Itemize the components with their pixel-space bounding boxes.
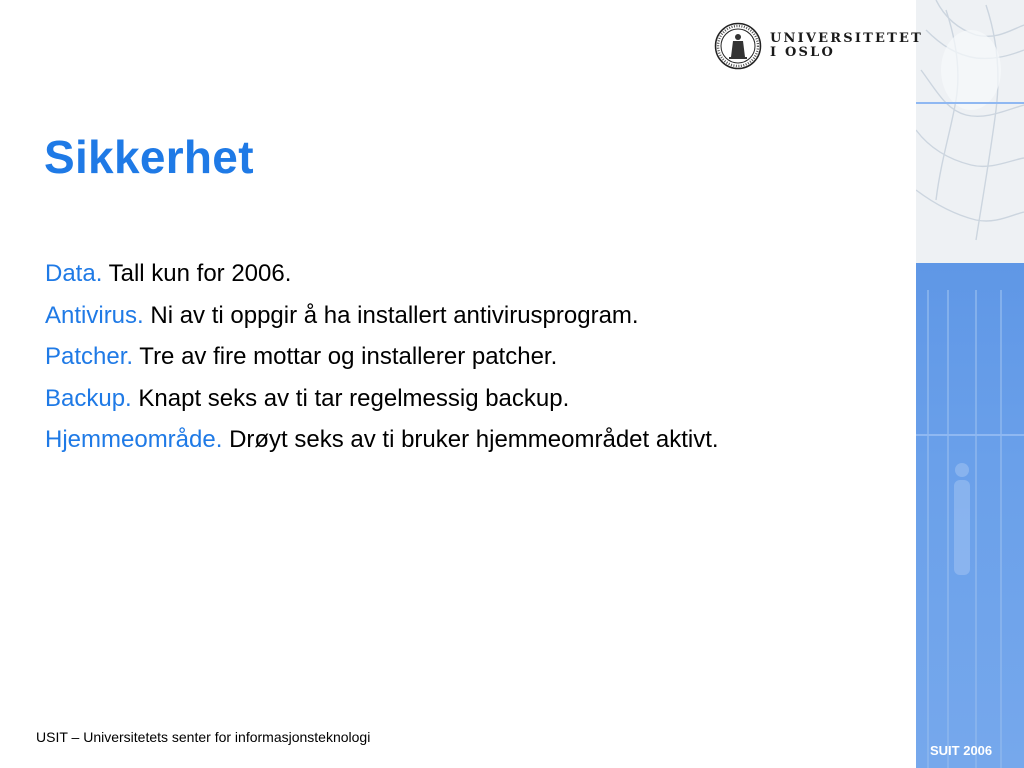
statue-artwork (916, 0, 1024, 768)
item-text: Ni av ti oppgir å ha installert antivirusprogram. (150, 301, 639, 329)
university-logo (714, 22, 923, 70)
content-list (45, 253, 719, 461)
footer-event-label: SUIT 2006 (930, 743, 993, 758)
logo-wordmark (770, 32, 923, 60)
item-key: Backup. (45, 384, 132, 412)
item-key: Data. (45, 260, 103, 287)
item-key: Hjemmeområde. (45, 426, 223, 453)
list-item (45, 253, 719, 295)
footer-organization: USIT – Universitetets senter for informasjonsteknologi (36, 729, 371, 745)
list-item (45, 295, 719, 337)
university-seal-icon (714, 22, 762, 70)
item-text: Tre av fire mottar og installerer patcher. (139, 343, 558, 370)
logo-line-1: UNIVERSITETET (770, 31, 924, 46)
item-text: Knapt seks av ti tar regelmessig backup. (138, 384, 570, 412)
list-item (45, 336, 719, 378)
item-key: Patcher. (45, 343, 134, 370)
side-decoration (916, 0, 1024, 768)
item-key: Antivirus. (45, 301, 144, 329)
page-title: Sikkerhet (44, 131, 254, 183)
item-text: Tall kun for 2006. (108, 260, 292, 287)
list-item (45, 419, 719, 461)
list-item (45, 378, 719, 420)
logo-line-2: I OSLO (770, 45, 835, 60)
item-text: Drøyt seks av ti bruker hjemmeområdet aktivt. (229, 426, 719, 453)
